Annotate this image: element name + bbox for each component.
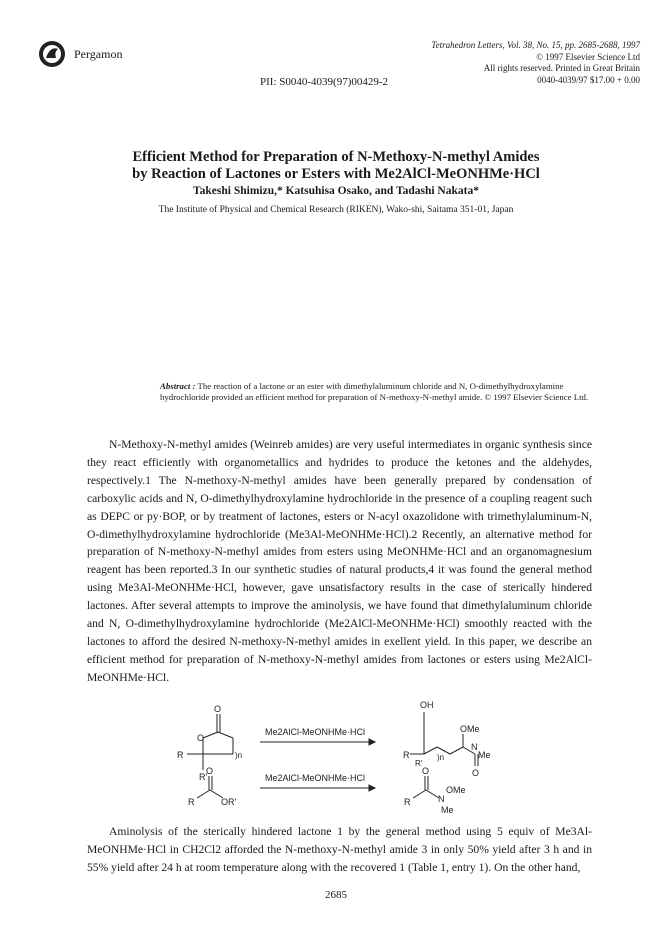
- lactone-R: R: [177, 750, 184, 760]
- amide1-N: N: [471, 742, 478, 752]
- journal-info: [431, 40, 640, 86]
- title-line-1: Efficient Method for Preparation of N-Methoxy-N-methyl Amides: [132, 149, 540, 165]
- reagent-label-1: Me2AlCl-MeONHMe·HCl: [265, 727, 366, 737]
- lactone-n: )n: [235, 751, 243, 760]
- lactone-carbonyl-O: O: [214, 704, 222, 714]
- amide2-Me: Me: [441, 805, 454, 815]
- simple-amide-structure: [404, 766, 466, 815]
- amide2-O: O: [422, 766, 430, 776]
- affiliation: The Institute of Physical and Chemical Research (RIKEN), Wako-shi, Saitama 351-01, Japan: [158, 205, 514, 215]
- authors: Takeshi Shimizu,* Katsuhisa Osako, and Tadashi Nakata*: [193, 185, 479, 197]
- reagent-label-2: Me2AlCl-MeONHMe·HCl: [265, 773, 366, 783]
- pergamon-logo: [38, 40, 66, 68]
- ester-OR-prime: OR': [221, 797, 237, 807]
- amide1-OMe: OMe: [460, 724, 480, 734]
- amide2-OMe: OMe: [446, 785, 466, 795]
- amide1-n: )n: [437, 753, 445, 762]
- article-title: [0, 149, 672, 183]
- rights-line: All rights reserved. Printed in Great Britain: [483, 63, 640, 73]
- lactone-ring-O: O: [197, 733, 205, 743]
- copyright-line: © 1997 Elsevier Science Ltd: [536, 51, 640, 62]
- amide1-O: O: [472, 768, 480, 778]
- lactone-R-prime: R': [199, 772, 208, 782]
- amide1-R: R: [403, 750, 410, 760]
- title-line-2: by Reaction of Lactones or Esters with Me2AlCl-MeONHMe·HCl: [132, 166, 540, 182]
- hydroxy-amide-structure: [403, 700, 491, 778]
- amide1-R-prime: R': [415, 759, 423, 768]
- amide1-OH: OH: [420, 700, 434, 710]
- journal-citation: Tetrahedron Letters, Vol. 38, No. 15, pp. 2685-2688, 1997: [431, 40, 640, 50]
- amide2-R: R: [404, 797, 411, 807]
- abstract-text: The reaction of a lactone or an ester with dimethylaluminum chloride and N, O-dimethylhydroxylamine hydrochloride provided an efficient method for preparation of N-methoxy-N-methyl amide. © 1997 Elsevier Science Ltd.: [160, 381, 589, 402]
- body-paragraph-1: N-Methoxy-N-methyl amides (Weinreb amides) are very useful intermediates in organic synthesis since they react efficiently with organometallics and hydrides to produce the ketones and the aldehydes, respectively.1 The N-methoxy-N-methyl amides have been generally prepared by condensation of carboxylic acids and N, O-dimethylhydroxylamine hydrochloride in the presence of a coupling reagent such as DEPC or py·BOP, or by treatment of lactones, esters or N-acyl oxazolidone with trimethylaluminum-N, O-dimethylhydroxylamine hydrochloride (Me3Al-MeONHMe·HCl).2 Recently, an alternative method for preparation of N-methoxy-N-methyl amides from esters using MeONHMe·HCl and an organomagnesium reagent has been reported.3 In our synthetic studies of natural products,4 it was found the general method using Me3Al-MeONHMe·HCl, however, gave unsatisfactory results in the case of sterically hindered lactones. After several attempts to improve the aminolysis, we have found that dimethylaluminum chloride and N, O-dimethylhydroxylamine hydrochloride (Me2AlCl-MeONHMe·HCl) smoothly reacted with the lactones to afford the desired N-methoxy-N-methyl amides in exellent yield. In this paper, we describe an efficient method for preparation of N-methoxy-N-methyl amides from lactones or esters using Me2AlCl-MeONHMe·HCl.: [87, 438, 592, 684]
- price-line: 0040-4039/97 $17.00 + 0.00: [537, 74, 640, 85]
- ester-structure: [188, 766, 237, 807]
- body-paragraph-2: Aminolysis of the sterically hindered lactone 1 by the general method using 5 equiv of Me3Al-MeONHMe·HCl in CH2Cl2 afforded the N-methoxy-N-methyl amide 3 in only 50% yield after 3 h and in 55% yield after 24 h at room temperature along with the recovered 1 (Table 1, entry 1). On the other hand,: [87, 825, 592, 874]
- publisher-name: Pergamon: [74, 47, 123, 61]
- reaction-scheme: [175, 692, 515, 817]
- ester-O: O: [206, 766, 214, 776]
- page-number: 2685: [325, 889, 347, 901]
- abstract-label: Abstract :: [160, 381, 196, 391]
- amide2-N: N: [438, 794, 445, 804]
- pii-identifier: PII: S0040-4039(97)00429-2: [260, 76, 389, 88]
- ester-R: R: [188, 797, 195, 807]
- abstract: [160, 381, 592, 403]
- amide1-Me: Me: [478, 750, 491, 760]
